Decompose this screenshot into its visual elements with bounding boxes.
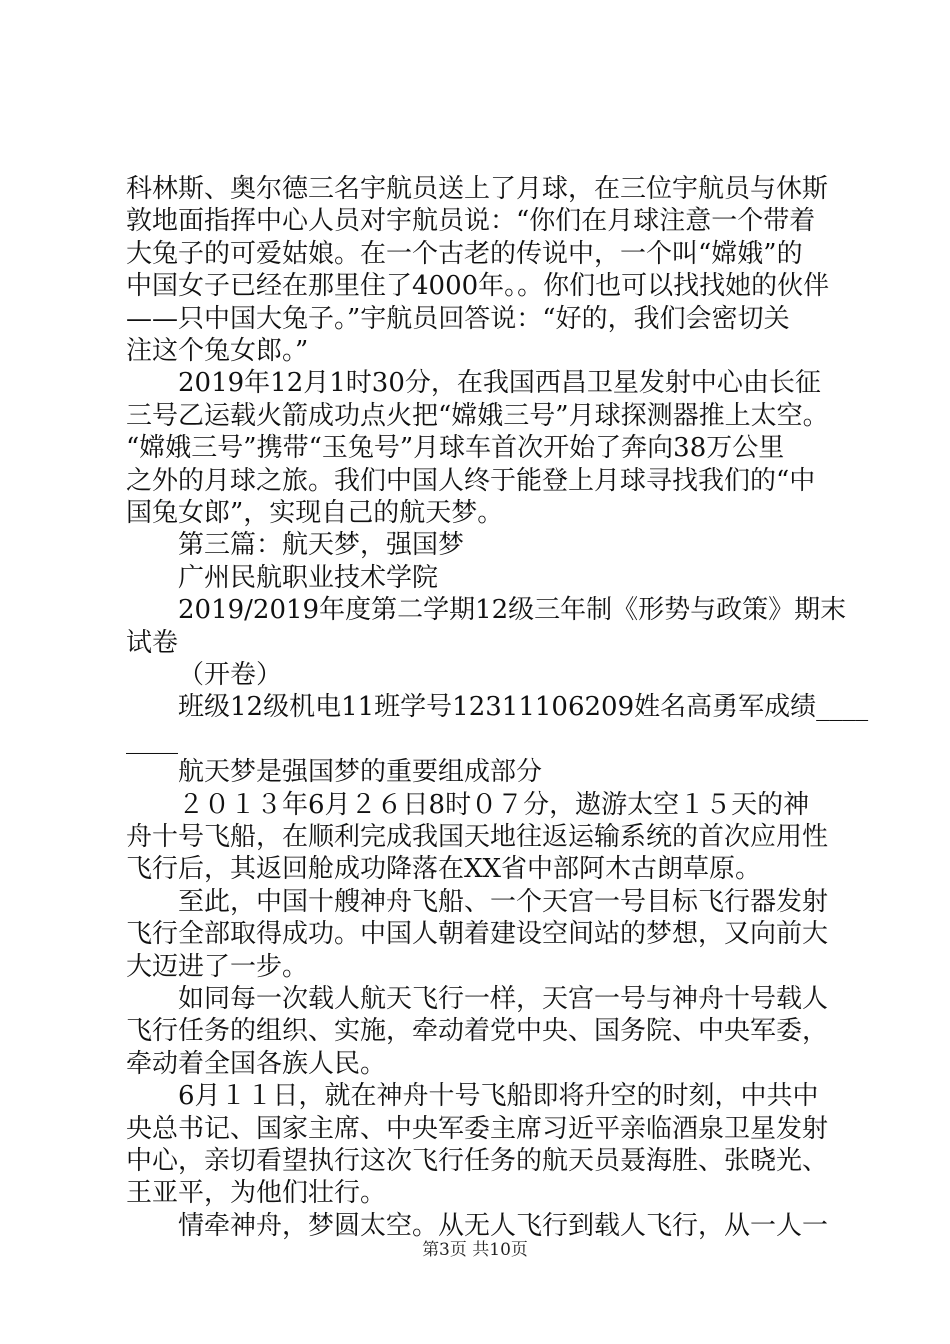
text-line: 中国女子已经在那里住了4000年。。你们也可以找找她的伙伴 xyxy=(126,271,830,302)
text-line: ____ xyxy=(126,724,178,755)
text-line: 大迈进了一步。 xyxy=(126,951,309,982)
text-line: 大兔子的可爱姑娘。在一个古老的传说中，一个叫“嫦娥”的 xyxy=(126,238,803,269)
essay-title: 航天梦是强国梦的重要组成部分 xyxy=(178,757,543,788)
text-line: 飞行任务的组织、实施，牵动着党中央、国务院、中央军委， xyxy=(126,1016,829,1047)
exam-type: （开卷） xyxy=(178,660,283,690)
text-line: 飞行全部取得成功。中国人朝着建设空间站的梦想，又向前大 xyxy=(126,919,829,950)
paragraph-start: 2019年12月1时30分，在我国西昌卫星发射中心由长征 xyxy=(178,368,821,399)
text-line: ——只中国大兔子。”宇航员回答说：“好的，我们会密切关 xyxy=(126,303,790,334)
student-info: 班级12级机电11班学号12311106209姓名高勇军成绩____ xyxy=(178,692,869,723)
page-footer: 第3页 共10页 xyxy=(422,1240,528,1260)
text-line: “嫦娥三号”携带“玉兔号”月球车首次开始了奔向38万公里 xyxy=(126,433,785,464)
paragraph-start: 6月１１日，就在神舟十号飞船即将升空的时刻，中共中 xyxy=(178,1081,819,1112)
text-line: 试卷 xyxy=(126,627,179,658)
text-line: 敦地面指挥中心人员对宇航员说：“你们在月球注意一个带着 xyxy=(126,206,816,237)
text-line: 科林斯、奥尔德三名宇航员送上了月球，在三位宇航员与休斯 xyxy=(126,174,829,204)
paragraph-start: 如同每一次载人航天飞行一样，天宫一号与神舟十号载人 xyxy=(178,984,829,1014)
section-heading: 第三篇：航天梦，强国梦 xyxy=(178,530,465,561)
text-line: 注这个兔女郎。” xyxy=(126,336,309,366)
text-line: 王亚平，为他们壮行。 xyxy=(126,1178,387,1209)
text-line: 之外的月球之旅。我们中国人终于能登上月球寻找我们的“中 xyxy=(126,465,816,496)
exam-title: 2019/2019年度第二学期12级三年制《形势与政策》期末 xyxy=(178,595,847,626)
text-line: 飞行后，其返回舱成功降落在XX省中部阿木古朗草原。 xyxy=(126,854,762,885)
paragraph-start: ２０１３年6月２６日8时０７分，遨游太空１５天的神 xyxy=(178,789,810,820)
text-line: 三号乙运载火箭成功点火把“嫦娥三号”月球探测器推上太空。 xyxy=(126,400,829,431)
text-line: 央总书记、国家主席、中央军委主席习近平亲临酒泉卫星发射 xyxy=(126,1113,829,1144)
text-line: 牵动着全国各族人民。 xyxy=(126,1048,387,1079)
school-name: 广州民航职业技术学院 xyxy=(178,562,439,593)
paragraph-start: 至此，中国十艘神舟飞船、一个天宫一号目标飞行器发射 xyxy=(178,886,829,917)
text-line: 国兔女郎”，实现自己的航天梦。 xyxy=(126,498,504,528)
text-line: 中心，亲切看望执行这次飞行任务的航天员聂海胜、张晓光、 xyxy=(126,1146,829,1176)
text-line: 舟十号飞船，在顺利完成我国天地往返运输系统的首次应用性 xyxy=(126,822,829,852)
paragraph-start: 情牵神舟，梦圆太空。从无人飞行到载人飞行，从一人一 xyxy=(178,1210,829,1241)
